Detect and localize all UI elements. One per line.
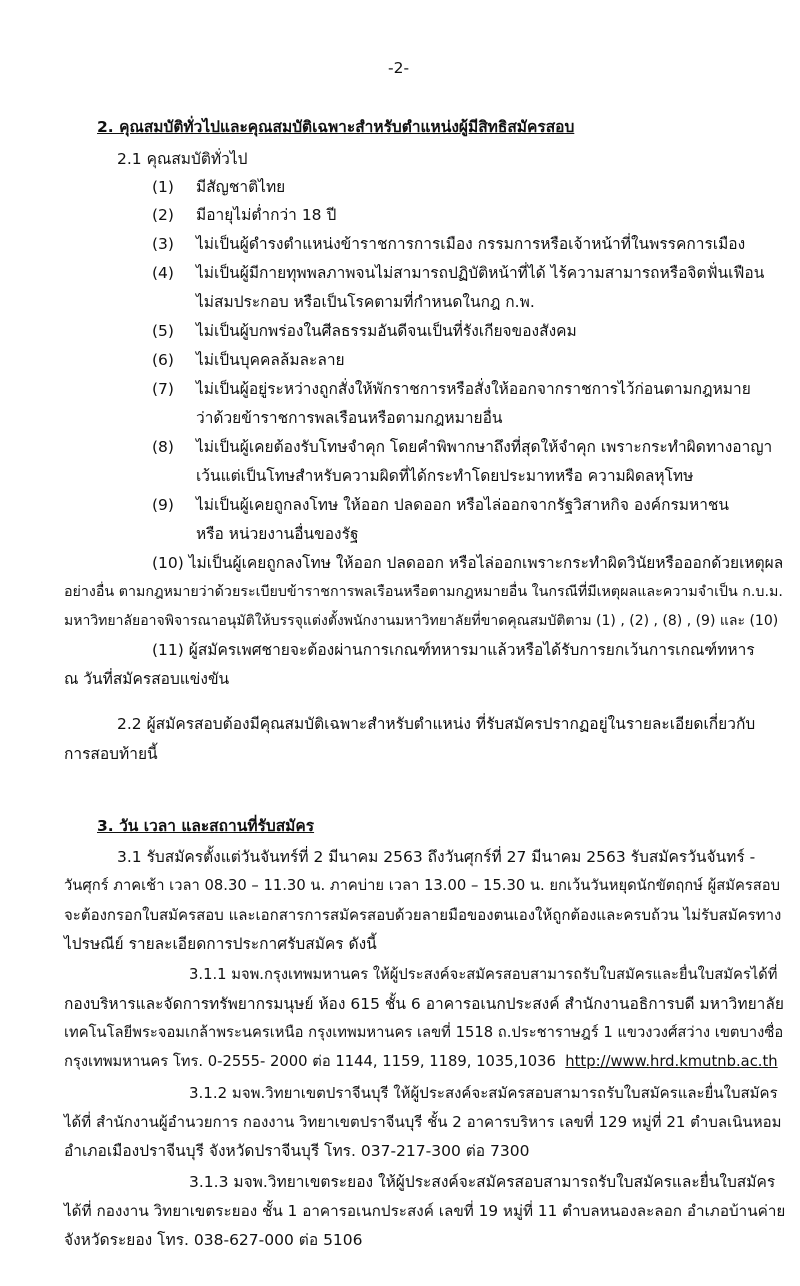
para-3-1-1-line: เทคโนโลยีพระจอมเกล้าพระนครเหนือ กรุงเทพมหานคร เลขที่ 1518 ถ.ประชาราษฎร์ 1 แขวงวงศ์สว่าง เขตบางซื่อ <box>64 1024 784 1041</box>
item-text: มีสัญชาติไทย <box>196 178 286 196</box>
hrd-website-link[interactable]: http://www.hrd.kmutnb.ac.th <box>565 1053 778 1070</box>
item-number: (5) <box>152 322 174 340</box>
contact-text: กรุงเทพมหานคร โทร. 0-2555- 2000 ต่อ 1144, 1159, 1189, 1035,1036 <box>64 1053 556 1070</box>
item-number: (6) <box>152 351 174 369</box>
para-3-1-line: จะต้องกรอกใบสมัครสอบ และเอกสารการสมัครสอบด้วยลายมือของตนเองให้ถูกต้องและครบถ้วน ไม่รับสมัครทาง <box>64 906 782 924</box>
item-text: ไม่เป็นผู้ดำรงตำแหน่งข้าราชการการเมือง กรรมการหรือเจ้าหน้าที่ในพรรคการเมือง <box>196 235 746 253</box>
para-3-1-2-line: ได้ที่ สำนักงานผู้อำนวยการ กองงาน วิทยาเขตปราจีนบุรี ชั้น 2 อาคารบริหาร เลขที่ 129 หมู่ที่ 21 ตำบลเนินหอม <box>64 1113 782 1131</box>
item-number: (2) <box>152 206 174 224</box>
subsection-2-2: 2.2 ผู้สมัครสอบต้องมีคุณสมบัติเฉพาะสำหรับตำแหน่ง ที่รับสมัครปรากฏอยู่ในรายละเอียดเกี่ยวกับ <box>117 715 756 733</box>
item-text: ไม่เป็นผู้มีกายทุพพลภาพจนไม่สามารถปฏิบัติหน้าที่ได้ ไร้ความสามารถหรือจิตฟั่นเฟือน <box>196 264 765 282</box>
para-3-1-1-line <box>64 1052 778 1072</box>
para-3-1-line: วันศุกร์ ภาคเช้า เวลา 08.30 – 11.30 น. ภาคบ่าย เวลา 13.00 – 15.30 น. ยกเว้นวันหยุดนักขัตฤกษ์ ผู้สมัครสอบ <box>64 877 781 894</box>
item-continuation: ว่าด้วยข้าราชการพลเรือนหรือตามกฎหมายอื่น <box>196 409 503 427</box>
list-item <box>152 350 345 370</box>
list-item <box>152 321 577 341</box>
item-11-line: ณ วันที่สมัครสอบแข่งขัน <box>64 670 230 688</box>
item-10-line: อย่างอื่น ตามกฎหมายว่าด้วยระเบียบข้าราชการพลเรือนหรือตามกฎหมายอื่น ในกรณีที่มีเหตุผลและความจำเป็น ก.บ.ม. <box>64 584 783 600</box>
list-item <box>152 234 745 254</box>
section-2-heading: 2. คุณสมบัติทั่วไปและคุณสมบัติเฉพาะสำหรับตำแหน่งผู้มีสิทธิสมัครสอบ <box>97 118 575 136</box>
para-3-1-2-line: 3.1.2 มจพ.วิทยาเขตปราจีนบุรี ให้ผู้ประสงค์จะสมัครสอบสามารถรับใบสมัครและยื่นใบสมัคร <box>189 1084 778 1102</box>
list-item <box>152 495 729 515</box>
item-10-line: มหาวิทยาลัยอาจพิจารณาอนุมัติให้บรรจุแต่งตั้งพนักงานมหาวิทยาลัยที่ขาดคุณสมบัติตาม (1) , (2) , (8) , (9) และ (10) <box>64 613 779 629</box>
para-3-1-3-line: 3.1.3 มจพ.วิทยาเขตระยอง ให้ผู้ประสงค์จะสมัครสอบสามารถรับใบสมัครและยื่นใบสมัคร <box>189 1173 776 1191</box>
list-item <box>152 263 764 283</box>
section-3-heading: 3. วัน เวลา และสถานที่รับสมัคร <box>97 817 315 835</box>
para-3-1-1-line: กองบริหารและจัดการทรัพยากรมนุษย์ ห้อง 615 ชั้น 6 อาคารอเนกประสงค์ สำนักงานอธิการบดี มหาวิทยาลัย <box>64 995 784 1013</box>
para-3-1-2-line: อำเภอเมืองปราจีนบุรี จังหวัดปราจีนบุรี โทร. 037-217-300 ต่อ 7300 <box>64 1142 530 1160</box>
item-number: (1) <box>152 178 174 196</box>
item-text: ไม่เป็นผู้อยู่ระหว่างถูกสั่งให้พักราชการหรือสั่งให้ออกจากราชการไว้ก่อนตามกฎหมาย <box>196 380 751 398</box>
item-text: ไม่เป็นบุคคลล้มละลาย <box>196 351 345 369</box>
page-number: -2- <box>388 59 410 77</box>
list-item <box>152 379 751 399</box>
item-continuation: เว้นแต่เป็นโทษสำหรับความผิดที่ได้กระทำโดยประมาทหรือ ความผิดลหุโทษ <box>196 467 694 485</box>
list-item <box>152 177 285 197</box>
subsection-2-1: 2.1 คุณสมบัติทั่วไป <box>117 150 248 168</box>
item-10-line: (10) ไม่เป็นผู้เคยถูกลงโทษ ให้ออก ปลดออก หรือไล่ออกเพราะกระทำผิดวินัยหรือออกด้วยเหตุผล <box>152 554 784 572</box>
item-number: (3) <box>152 235 174 253</box>
para-3-1-3-line: จังหวัดระยอง โทร. 038-627-000 ต่อ 5106 <box>64 1231 363 1249</box>
para-3-1-line: ไปรษณีย์ รายละเอียดการประกาศรับสมัคร ดังนี้ <box>64 935 377 953</box>
item-number: (8) <box>152 438 174 456</box>
item-number: (9) <box>152 496 174 514</box>
item-number: (7) <box>152 380 174 398</box>
item-text: ไม่เป็นผู้เคยต้องรับโทษจำคุก โดยคำพิพากษาถึงที่สุดให้จำคุก เพราะกระทำผิดทางอาญา <box>196 438 773 456</box>
list-item <box>152 205 336 225</box>
para-3-1-1-line: 3.1.1 มจพ.กรุงเทพมหานคร ให้ผู้ประสงค์จะสมัครสอบสามารถรับใบสมัครและยื่นใบสมัครได้ที่ <box>189 966 778 983</box>
item-text: ไม่เป็นผู้บกพร่องในศีลธรรมอันดีจนเป็นที่รังเกียจของสังคม <box>196 322 577 340</box>
para-3-1-line: 3.1 รับสมัครตั้งแต่วันจันทร์ที่ 2 มีนาคม 2563 ถึงวันศุกร์ที่ 27 มีนาคม 2563 รับสมัครวันจันทร์ - <box>117 848 756 866</box>
para-3-1-3-line: ได้ที่ กองงาน วิทยาเขตระยอง ชั้น 1 อาคารอเนกประสงค์ เลขที่ 19 หมู่ที่ 11 ตำบลหนองละลอก อำเภอบ้านค่าย <box>64 1202 786 1220</box>
item-continuation: ไม่สมประกอบ หรือเป็นโรคตามที่กำหนดในกฎ ก.พ. <box>196 293 535 311</box>
list-item <box>152 437 772 457</box>
item-11-line: (11) ผู้สมัครเพศชายจะต้องผ่านการเกณฑ์ทหารมาแล้วหรือได้รับการยกเว้นการเกณฑ์ทหาร <box>152 641 755 659</box>
subsection-2-2-cont: การสอบท้ายนี้ <box>64 745 158 763</box>
item-text: ไม่เป็นผู้เคยถูกลงโทษ ให้ออก ปลดออก หรือไล่ออกจากรัฐวิสาหกิจ องค์กรมหาชน <box>196 496 730 514</box>
item-text: มีอายุไม่ต่ำกว่า 18 ปี <box>196 206 337 224</box>
item-number: (4) <box>152 264 174 282</box>
item-continuation: หรือ หน่วยงานอื่นของรัฐ <box>196 525 359 543</box>
